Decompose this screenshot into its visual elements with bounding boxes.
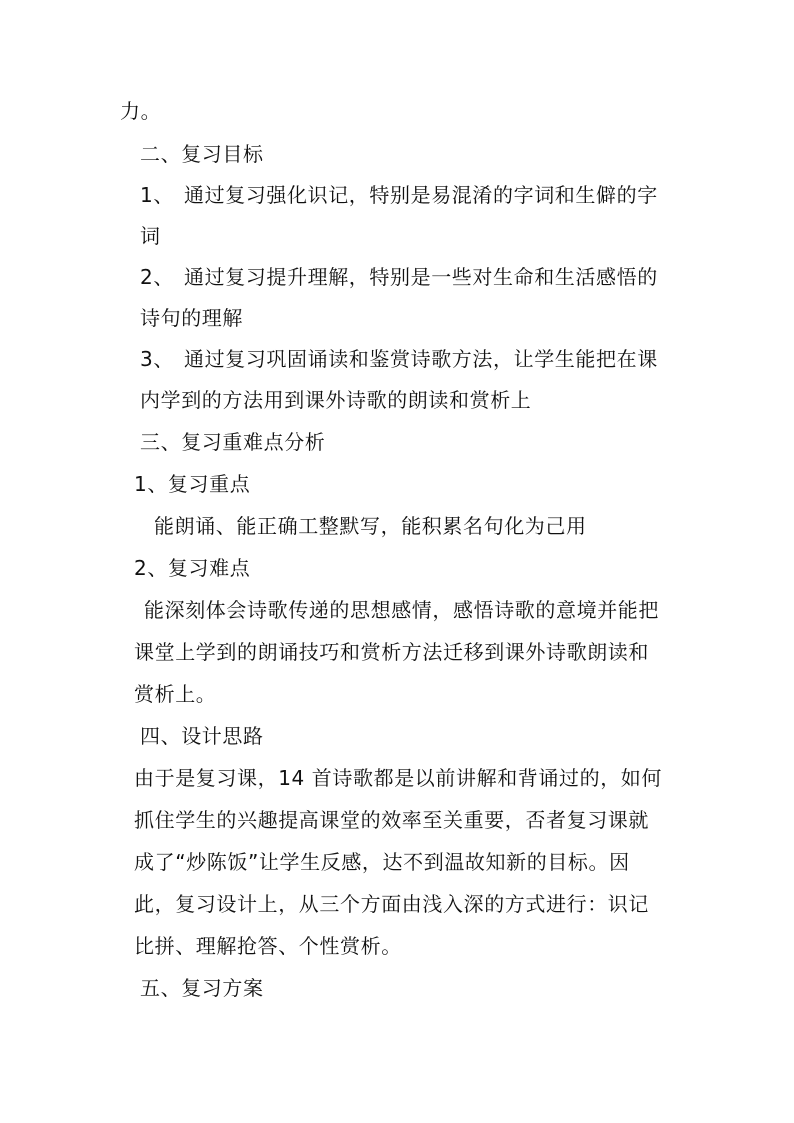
section-heading-plan: 五、复习方案	[140, 976, 264, 1000]
text-line: 诗句的理解	[140, 306, 243, 330]
text-line: 内学到的方法用到课外诗歌的朗读和赏析上	[140, 388, 532, 412]
list-item-text: 通过复习提升理解，特别是一些对生命和生活感悟的	[184, 265, 658, 289]
list-item-1	[140, 181, 658, 209]
text-line: 成了“炒陈饭”让学生反感，达不到温故知新的目标。因	[134, 850, 630, 874]
subheading-difficult-point: 2、复习难点	[134, 556, 251, 580]
list-item-3	[140, 345, 658, 373]
text-line: 课堂上学到的朗诵技巧和赏析方法迁移到课外诗歌朗读和	[134, 640, 649, 664]
list-item-2	[140, 263, 658, 291]
text-line: 词	[140, 224, 161, 248]
list-number: 1、	[140, 183, 174, 207]
text-line: 赏析上。	[134, 682, 217, 706]
text-line: 此，复习设计上，从三个方面由浅入深的方式进行：识记	[134, 892, 649, 916]
text-line: 能朗诵、能正确工整默写，能积累名句化为己用	[154, 514, 587, 538]
text-line: 由于是复习课，14 首诗歌都是以前讲解和背诵过的，如何	[134, 766, 663, 790]
text-line: 比拼、理解抢答、个性赏析。	[134, 934, 402, 958]
subheading-key-point: 1、复习重点	[134, 472, 251, 496]
text-line: 力。	[120, 99, 162, 123]
section-heading-design: 四、设计思路	[140, 724, 264, 748]
list-number: 3、	[140, 347, 174, 371]
section-heading-key-points: 三、复习重难点分析	[140, 430, 326, 454]
list-item-text: 通过复习强化识记，特别是易混淆的字词和生僻的字	[184, 183, 658, 207]
text-line: 抓住学生的兴趣提高课堂的效率至关重要，否者复习课就	[134, 808, 649, 832]
text-line: 能深刻体会诗歌传递的思想感情，感悟诗歌的意境并能把	[144, 598, 659, 622]
section-heading-goals: 二、复习目标	[140, 142, 264, 166]
list-number: 2、	[140, 265, 174, 289]
list-item-text: 通过复习巩固诵读和鉴赏诗歌方法，让学生能把在课	[184, 347, 658, 371]
